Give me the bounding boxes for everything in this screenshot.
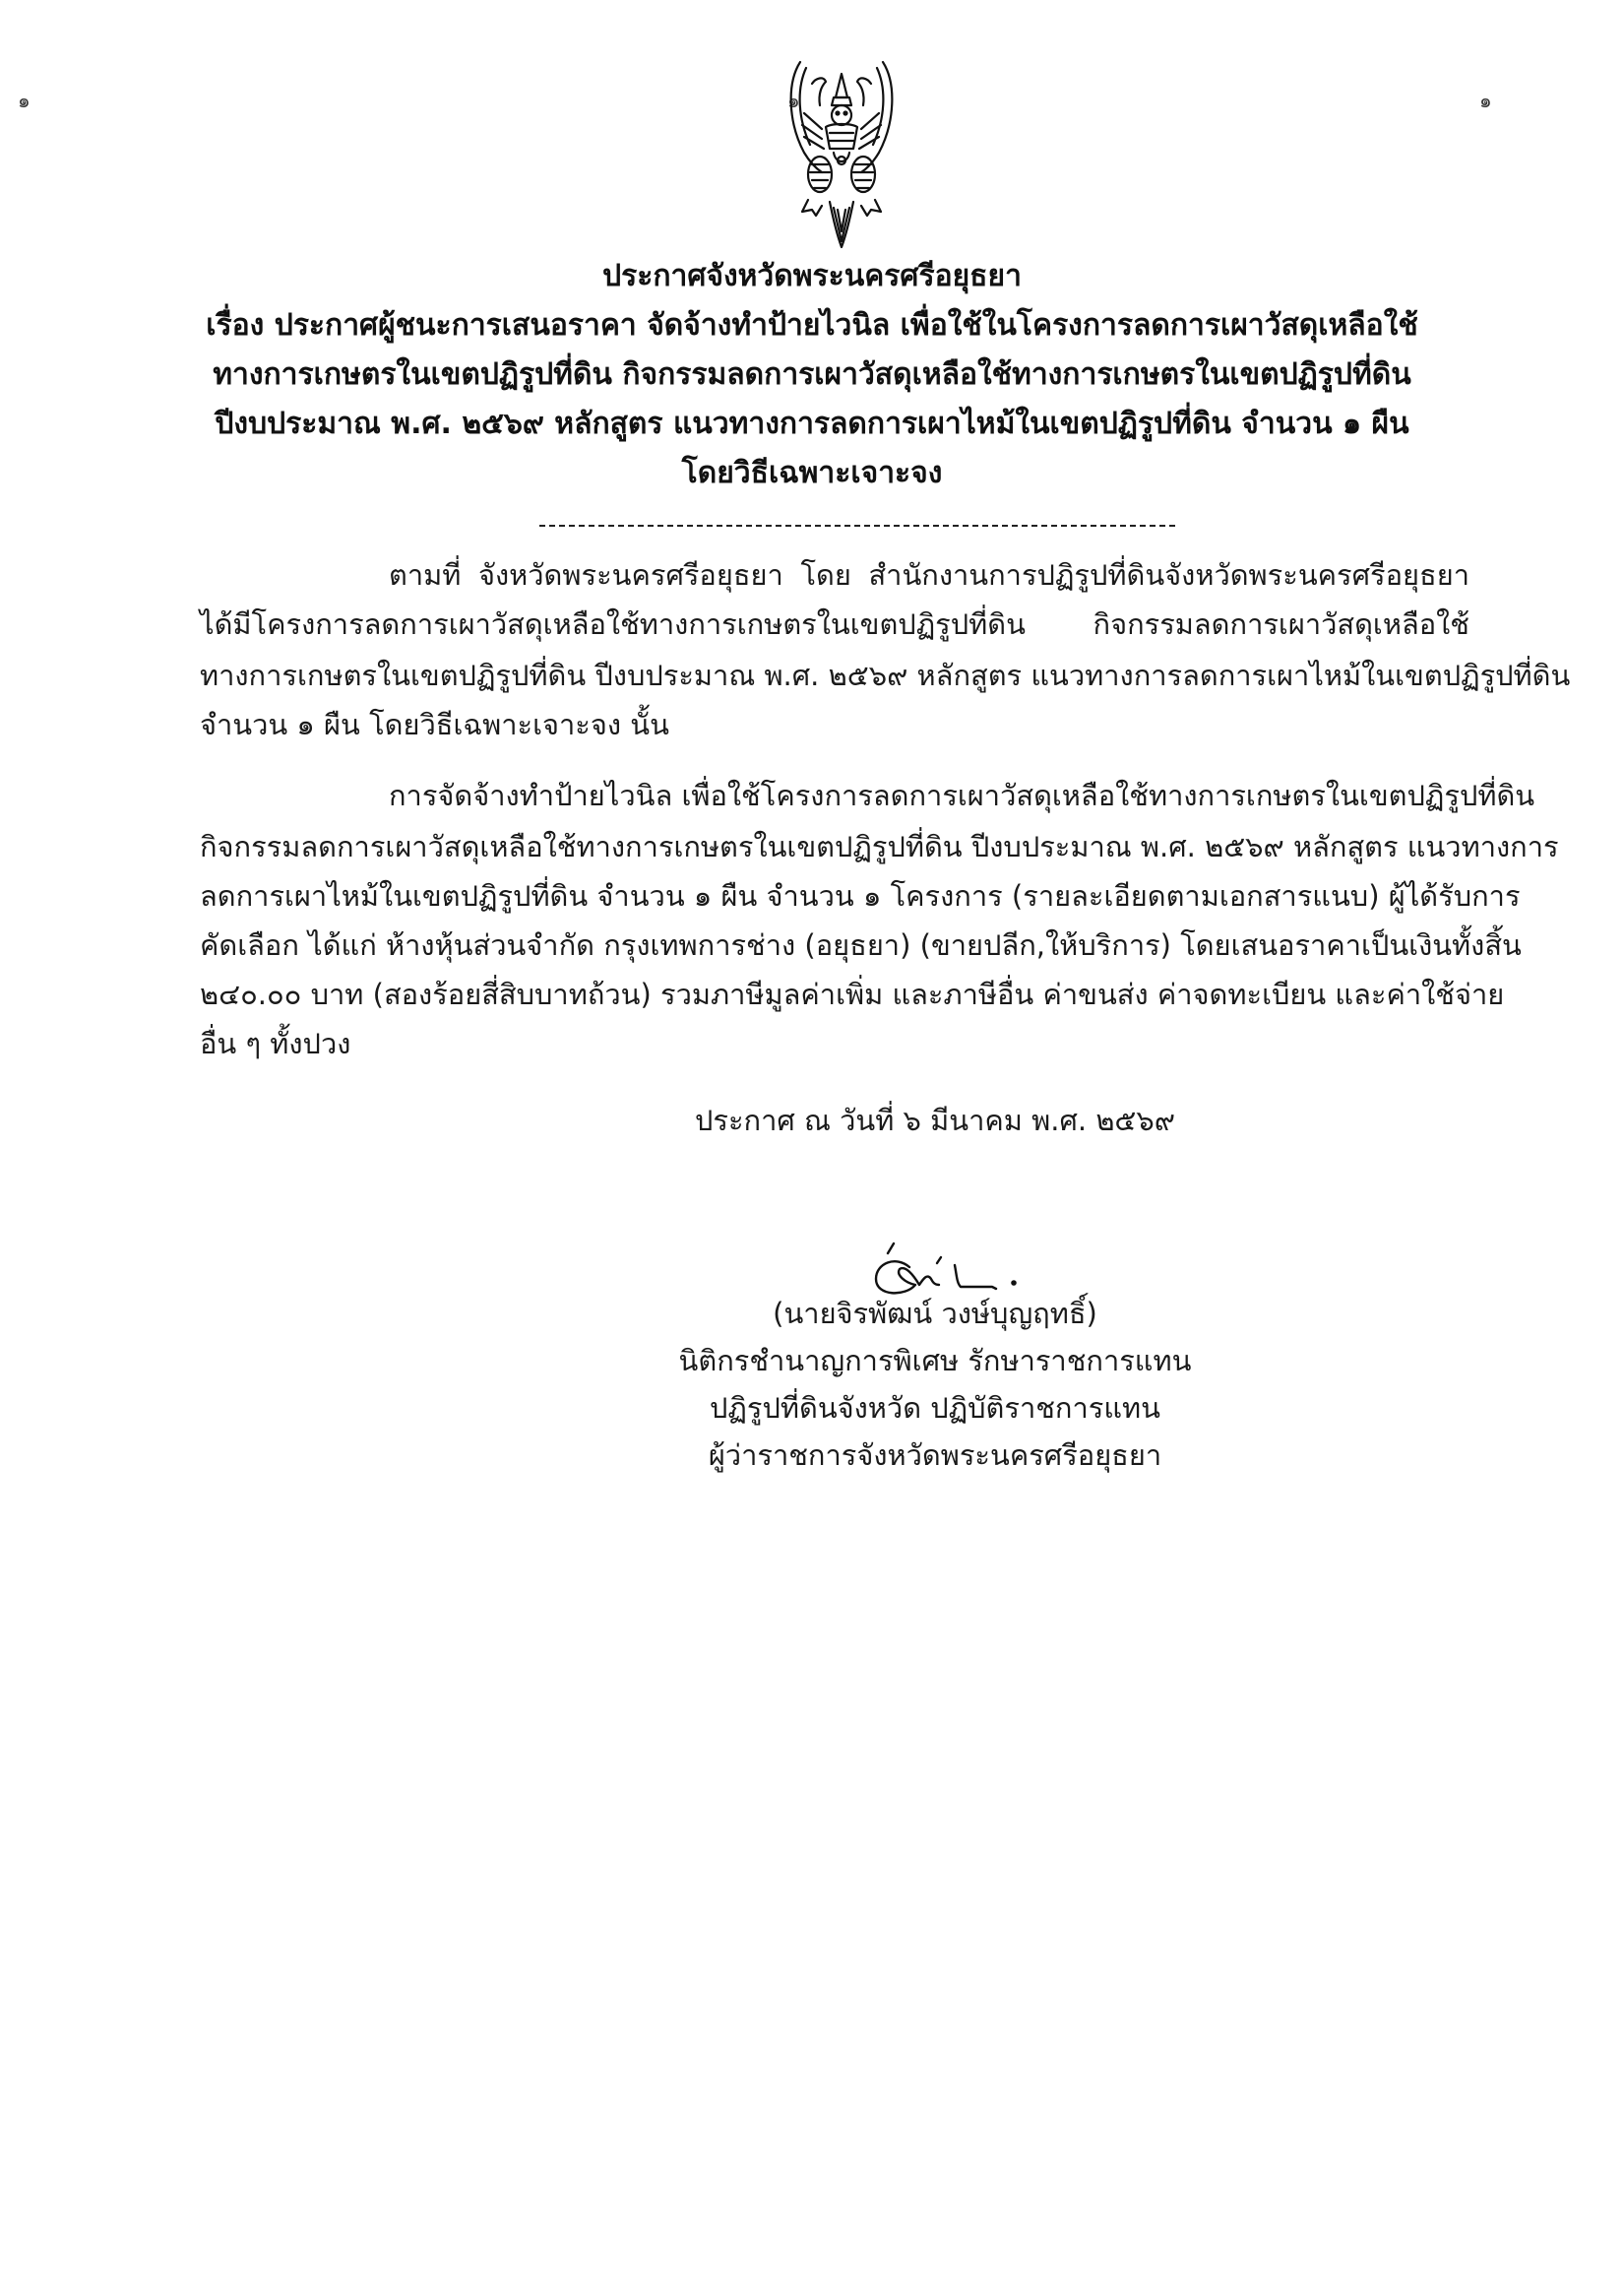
heading-divider [539, 525, 1175, 527]
paragraph-1-line-3: ทางการเกษตรในเขตปฏิรูปที่ดิน ปีงบประมาณ พ.ศ. ๒๕๖๙ หลักสูตร แนวทางการลดการเผาไหม้ในเขตปฏิรูปที่ดิน [200, 659, 1571, 692]
garuda-emblem-icon [782, 54, 901, 251]
signatory-position-line-2: ปฏิรูปที่ดินจังหวัด ปฏิบัติราชการแทน [710, 1391, 1160, 1425]
page-mark-top-right: ๑ [1479, 89, 1492, 112]
paragraph-2-line-2: กิจกรรมลดการเผาวัสดุเหลือใช้ทางการเกษตรในเขตปฏิรูปที่ดิน ปีงบประมาณ พ.ศ. ๒๕๖๙ หลักสูตร แนวทางการ [200, 830, 1559, 863]
paragraph-1-line-4: จำนวน ๑ ผืน โดยวิธีเฉพาะเจาะจง นั้น [200, 708, 669, 741]
signatory-position-line-3: ผู้ว่าราชการจังหวัดพระนครศรีอยุธยา [708, 1438, 1162, 1472]
issuer-title: ประกาศจังหวัดพระนครศรีอยุธยา [602, 259, 1022, 293]
page-mark-top-left: ๑ [18, 89, 31, 112]
paragraph-1-line-2: ได้มีโครงการลดการเผาวัสดุเหลือใช้ทางการเกษตรในเขตปฏิรูปที่ดิน กิจกรรมลดการเผาวัสดุเหลือใช้ [200, 607, 1469, 641]
paragraph-1-line-1: ตามที่ จังหวัดพระนครศรีอยุธยา โดย สำนักงานการปฏิรูปที่ดินจังหวัดพระนครศรีอยุธยา [389, 558, 1469, 592]
paragraph-2-line-3: ลดการเผาไหม้ในเขตปฏิรูปที่ดิน จำนวน ๑ ผืน จำนวน ๑ โครงการ (รายละเอียดตามเอกสารแนบ) ผู้ได้รับการ [200, 879, 1521, 913]
signatory-position-line-1: นิติกรชำนาญการพิเศษ รักษาราชการแทน [678, 1344, 1192, 1377]
paragraph-2-line-5: ๒๔๐.๐๐ บาท (สองร้อยสี่สิบบาทถ้วน) รวมภาษีมูลค่าเพิ่ม และภาษีอื่น ค่าขนส่ง ค่าจดทะเบียน และค่าใช้จ่าย [200, 978, 1505, 1011]
paragraph-2-line-1: การจัดจ้างทำป้ายไวนิล เพื่อใช้โครงการลดการเผาวัสดุเหลือใช้ทางการเกษตรในเขตปฏิรูปที่ดิน [389, 779, 1535, 812]
subject-line-3: ปีงบประมาณ พ.ศ. ๒๕๖๙ หลักสูตร แนวทางการลดการเผาไหม้ในเขตปฏิรูปที่ดิน จำนวน ๑ ผืน [215, 407, 1409, 441]
announcement-date: ประกาศ ณ วันที่ ๖ มีนาคม พ.ศ. ๒๕๖๙ [694, 1104, 1176, 1137]
handwritten-signature-icon [866, 1236, 1043, 1305]
signatory-name: (นายจิรพัฒน์ วงษ์บุญฤทธิ์) [773, 1297, 1097, 1330]
subject-line-2: ทางการเกษตรในเขตปฏิรูปที่ดิน กิจกรรมลดการเผาวัสดุเหลือใช้ทางการเกษตรในเขตปฏิรูปที่ดิน [213, 357, 1411, 392]
page-mark-top-center: ๑ [787, 89, 800, 112]
paragraph-2-line-6: อื่น ๆ ทั้งปวง [200, 1027, 351, 1060]
subject-line-4: โดยวิธีเฉพาะเจาะจง [681, 456, 943, 490]
paragraph-2-line-4: คัดเลือก ได้แก่ ห้างหุ้นส่วนจำกัด กรุงเทพการช่าง (อยุธยา) (ขายปลีก,ให้บริการ) โดยเสนอราคาเป็นเงินทั้งสิ้น [200, 928, 1522, 962]
subject-line-1: เรื่อง ประกาศผู้ชนะการเสนอราคา จัดจ้างทำป้ายไวนิล เพื่อใช้ในโครงการลดการเผาวัสดุเหลือใช้ [206, 308, 1418, 343]
